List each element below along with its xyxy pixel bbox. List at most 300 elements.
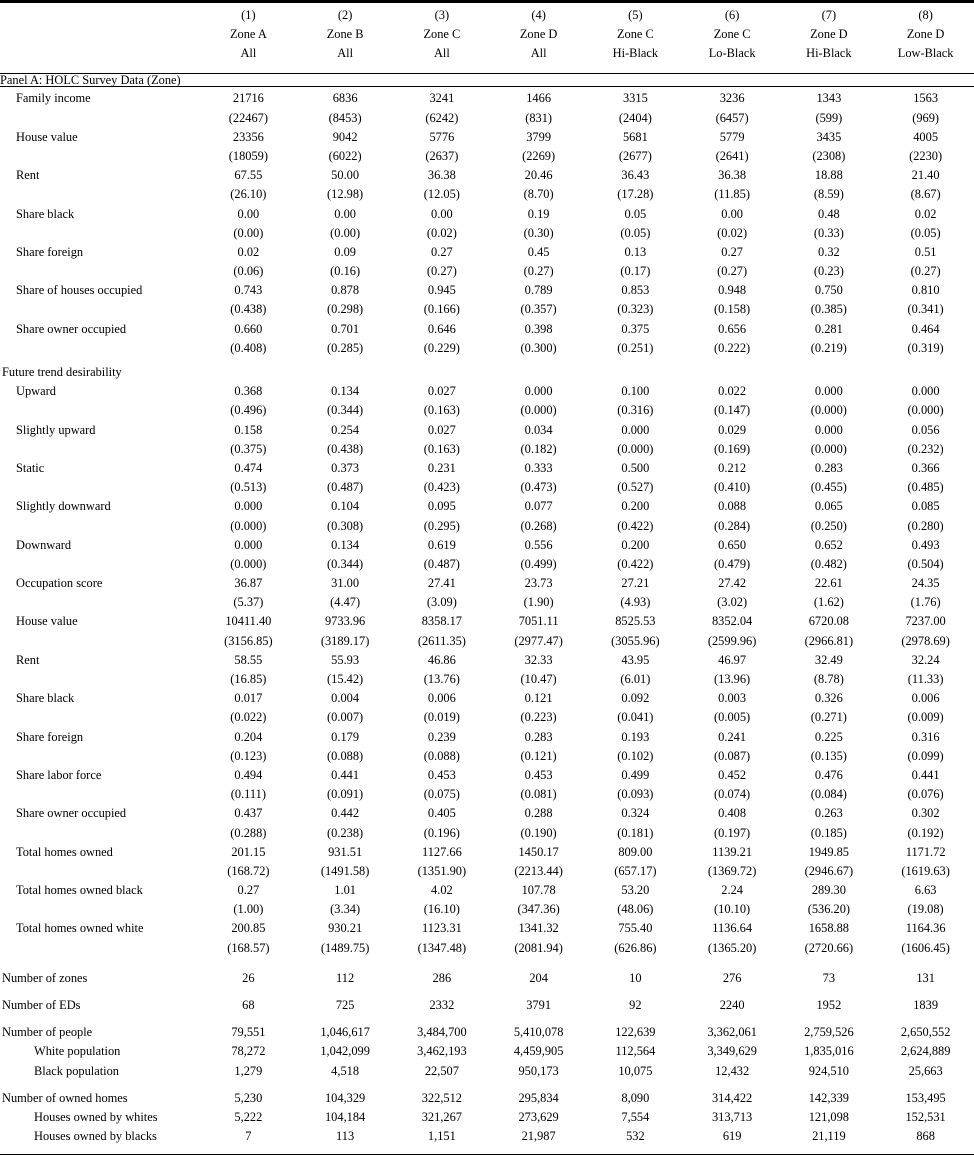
cell-standard-error: (5.37) [200, 596, 297, 615]
cell-standard-error: (6.01) [587, 673, 684, 692]
cell-standard-error: (0.091) [297, 788, 394, 807]
cell-mean: 9042 [297, 131, 394, 150]
cell-count: 3,484,700 [394, 1026, 491, 1045]
cell-mean: 2.24 [684, 884, 781, 903]
cell-standard-error: (0.222) [684, 342, 781, 361]
cell-mean: 0.179 [297, 731, 394, 750]
cell-mean: 0.022 [684, 385, 781, 404]
cell-standard-error: (8453) [297, 112, 394, 131]
cell-standard-error: (16.85) [200, 673, 297, 692]
cell-mean: 7051.11 [490, 615, 587, 634]
cell-standard-error: (0.298) [297, 303, 394, 322]
cell-mean: 0.368 [200, 385, 297, 404]
table-row [0, 1065, 974, 1084]
column-group-7: Hi-Black [781, 47, 878, 74]
table-row [0, 846, 974, 865]
cell-mean: 3236 [684, 92, 781, 111]
cell-count: 868 [877, 1130, 974, 1149]
cell-standard-error: (16.10) [394, 903, 491, 922]
cell-standard-error: (10.10) [684, 903, 781, 922]
column-number-8: (8) [877, 3, 974, 28]
cell-mean: 0.283 [490, 731, 587, 750]
cell-standard-error: (0.163) [394, 404, 491, 423]
cell-mean: 0.375 [587, 323, 684, 342]
cell-standard-error: (0.190) [490, 827, 587, 846]
cell-count: 10,075 [587, 1065, 684, 1084]
cell-standard-error: (0.219) [781, 342, 878, 361]
table-row [0, 500, 974, 519]
cell-standard-error: (0.341) [877, 303, 974, 322]
cell-standard-error: (0.088) [394, 750, 491, 769]
cell-standard-error: (0.084) [781, 788, 878, 807]
cell-standard-error: (168.57) [200, 942, 297, 961]
cell-standard-error: (4.93) [587, 596, 684, 615]
cell-standard-error: (0.250) [781, 520, 878, 539]
cell-standard-error: (0.27) [490, 265, 587, 284]
cell-count: 295,834 [490, 1092, 587, 1111]
cell-standard-error: (0.410) [684, 481, 781, 500]
cell-count: 4,459,905 [490, 1045, 587, 1064]
cell-mean: 0.05 [587, 208, 684, 227]
cell-mean: 0.750 [781, 284, 878, 303]
cell-count: 21,119 [781, 1130, 878, 1149]
cell-mean: 10411.40 [200, 615, 297, 634]
cell-mean: 0.408 [684, 807, 781, 826]
cell-standard-error: (2404) [587, 112, 684, 131]
column-number-2: (2) [297, 3, 394, 28]
cell-mean: 36.38 [684, 169, 781, 188]
row-label-blank [0, 942, 200, 961]
cell-mean: 0.27 [394, 246, 491, 265]
row-label-blank [0, 788, 200, 807]
row-label: Share black [0, 692, 200, 711]
row-label: Rent [0, 654, 200, 673]
cell-standard-error: (0.02) [394, 227, 491, 246]
cell-standard-error: (0.27) [877, 265, 974, 284]
cell-mean: 1123.31 [394, 922, 491, 941]
cell-standard-error: (0.169) [684, 443, 781, 462]
cell-mean: 0.650 [684, 539, 781, 558]
cell-mean: 0.405 [394, 807, 491, 826]
row-label: Number of owned homes [0, 1092, 200, 1111]
cell-standard-error: (0.487) [394, 558, 491, 577]
table-row [0, 577, 974, 596]
cell-standard-error: (0.121) [490, 750, 587, 769]
cell-mean: 0.373 [297, 462, 394, 481]
table-row [0, 1130, 974, 1149]
cell-mean: 0.437 [200, 807, 297, 826]
cell-mean: 53.20 [587, 884, 684, 903]
cell-mean: 0.656 [684, 323, 781, 342]
cell-standard-error: (599) [781, 112, 878, 131]
cell-mean: 7237.00 [877, 615, 974, 634]
cell-mean: 0.212 [684, 462, 781, 481]
cell-standard-error: (0.000) [781, 404, 878, 423]
cell-count: 3791 [490, 999, 587, 1018]
cell-standard-error: (1365.20) [684, 942, 781, 961]
cell-standard-error: (0.075) [394, 788, 491, 807]
cell-mean: 0.499 [587, 769, 684, 788]
cell-mean: 5776 [394, 131, 491, 150]
cell-mean: 0.464 [877, 323, 974, 342]
cell-count: 2,650,552 [877, 1026, 974, 1045]
cell-count: 112,564 [587, 1045, 684, 1064]
cell-count: 3,462,193 [394, 1045, 491, 1064]
cell-mean: 6.63 [877, 884, 974, 903]
cell-mean: 0.366 [877, 462, 974, 481]
cell-standard-error: (0.166) [394, 303, 491, 322]
cell-standard-error: (0.23) [781, 265, 878, 284]
cell-standard-error: (2677) [587, 150, 684, 169]
cell-standard-error: (0.005) [684, 711, 781, 730]
table-row [0, 1111, 974, 1130]
cell-standard-error: (2081.94) [490, 942, 587, 961]
cell-standard-error: (0.087) [684, 750, 781, 769]
cell-standard-error: (19.08) [877, 903, 974, 922]
row-label-blank [0, 596, 200, 615]
table-row [0, 169, 974, 188]
column-group-6: Lo-Black [684, 47, 781, 74]
cell-standard-error: (0.527) [587, 481, 684, 500]
cell-standard-error: (2641) [684, 150, 781, 169]
cell-mean: 1127.66 [394, 846, 491, 865]
column-zone-5: Zone C [587, 28, 684, 47]
cell-mean: 0.00 [200, 208, 297, 227]
column-number-1: (1) [200, 3, 297, 28]
cell-standard-error: (0.05) [587, 227, 684, 246]
row-label: Share owner occupied [0, 323, 200, 342]
row-label-blank [0, 865, 200, 884]
cell-count: 276 [684, 972, 781, 991]
cell-mean: 0.452 [684, 769, 781, 788]
cell-mean: 107.78 [490, 884, 587, 903]
cell-mean: 0.619 [394, 539, 491, 558]
cell-count: 1952 [781, 999, 878, 1018]
cell-mean: 0.853 [587, 284, 684, 303]
cell-standard-error: (3.34) [297, 903, 394, 922]
table-row-standard-error [0, 635, 974, 654]
row-label: House value [0, 131, 200, 150]
cell-mean: 0.000 [781, 424, 878, 443]
cell-mean: 4005 [877, 131, 974, 150]
column-number-5: (5) [587, 3, 684, 28]
cell-standard-error: (0.000) [587, 443, 684, 462]
cell-count: 5,222 [200, 1111, 297, 1130]
cell-count: 5,230 [200, 1092, 297, 1111]
cell-mean: 22.61 [781, 577, 878, 596]
cell-standard-error: (0.285) [297, 342, 394, 361]
cell-mean: 27.42 [684, 577, 781, 596]
cell-mean: 0.32 [781, 246, 878, 265]
cell-mean: 1171.72 [877, 846, 974, 865]
cell-standard-error: (0.00) [297, 227, 394, 246]
cell-standard-error: (0.000) [781, 443, 878, 462]
cell-mean: 0.27 [200, 884, 297, 903]
cell-standard-error: (0.316) [587, 404, 684, 423]
cell-mean: 1139.21 [684, 846, 781, 865]
column-zone-6: Zone C [684, 28, 781, 47]
cell-standard-error: (0.288) [200, 827, 297, 846]
cell-standard-error: (2977.47) [490, 635, 587, 654]
table-row-standard-error [0, 188, 974, 207]
cell-mean: 0.004 [297, 692, 394, 711]
cell-standard-error: (0.007) [297, 711, 394, 730]
table-row-standard-error [0, 112, 974, 131]
header-row-zone [0, 28, 974, 47]
cell-standard-error: (0.479) [684, 558, 781, 577]
table-row [0, 385, 974, 404]
row-label: Share foreign [0, 246, 200, 265]
cell-standard-error: (3156.85) [200, 635, 297, 654]
cell-count: 121,098 [781, 1111, 878, 1130]
cell-standard-error: (1489.75) [297, 942, 394, 961]
row-label: Total homes owned [0, 846, 200, 865]
row-label-blank [0, 903, 200, 922]
cell-count: 12,432 [684, 1065, 781, 1084]
group-heading-row [0, 366, 974, 385]
cell-standard-error: (0.099) [877, 750, 974, 769]
cell-count: 78,272 [200, 1045, 297, 1064]
cell-mean: 31.00 [297, 577, 394, 596]
cell-mean: 0.027 [394, 385, 491, 404]
cell-standard-error: (6457) [684, 112, 781, 131]
cell-standard-error: (0.163) [394, 443, 491, 462]
cell-mean: 20.46 [490, 169, 587, 188]
table-row [0, 769, 974, 788]
cell-standard-error: (0.181) [587, 827, 684, 846]
cell-standard-error: (0.423) [394, 481, 491, 500]
cell-mean: 931.51 [297, 846, 394, 865]
cell-mean: 0.006 [394, 692, 491, 711]
cell-standard-error: (0.000) [490, 404, 587, 423]
cell-standard-error: (1347.48) [394, 942, 491, 961]
table-row [0, 424, 974, 443]
cell-mean: 1341.32 [490, 922, 587, 941]
cell-count: 532 [587, 1130, 684, 1149]
row-label-blank [0, 520, 200, 539]
cell-mean: 0.00 [684, 208, 781, 227]
cell-mean: 0.034 [490, 424, 587, 443]
row-label-blank [0, 342, 200, 361]
cell-standard-error: (0.17) [587, 265, 684, 284]
cell-mean: 1136.64 [684, 922, 781, 941]
cell-standard-error: (0.300) [490, 342, 587, 361]
cell-mean: 0.743 [200, 284, 297, 303]
cell-count: 73 [781, 972, 878, 991]
cell-mean: 0.652 [781, 539, 878, 558]
cell-mean: 0.006 [877, 692, 974, 711]
cell-mean: 3799 [490, 131, 587, 150]
cell-mean: 36.38 [394, 169, 491, 188]
cell-standard-error: (0.06) [200, 265, 297, 284]
table-row [0, 284, 974, 303]
cell-mean: 0.263 [781, 807, 878, 826]
row-label: Houses owned by blacks [0, 1130, 200, 1149]
cell-count: 313,713 [684, 1111, 781, 1130]
cell-mean: 3241 [394, 92, 491, 111]
cell-mean: 0.441 [877, 769, 974, 788]
cell-standard-error: (0.487) [297, 481, 394, 500]
cell-count: 1,835,016 [781, 1045, 878, 1064]
table-row-standard-error [0, 150, 974, 169]
cell-mean: 18.88 [781, 169, 878, 188]
row-label-blank [0, 443, 200, 462]
table-row-standard-error [0, 942, 974, 961]
cell-mean: 0.077 [490, 500, 587, 519]
table-row [0, 972, 974, 991]
cell-count: 950,173 [490, 1065, 587, 1084]
cell-mean: 0.493 [877, 539, 974, 558]
cell-standard-error: (0.455) [781, 481, 878, 500]
cell-count: 1,151 [394, 1130, 491, 1149]
cell-mean: 0.13 [587, 246, 684, 265]
cell-mean: 0.288 [490, 807, 587, 826]
row-label: Slightly downward [0, 500, 200, 519]
row-label: House value [0, 615, 200, 634]
cell-standard-error: (2308) [781, 150, 878, 169]
cell-standard-error: (3055.96) [587, 635, 684, 654]
cell-standard-error: (347.36) [490, 903, 587, 922]
cell-standard-error: (8.59) [781, 188, 878, 207]
cell-mean: 0.092 [587, 692, 684, 711]
cell-mean: 201.15 [200, 846, 297, 865]
cell-mean: 0.474 [200, 462, 297, 481]
cell-mean: 1343 [781, 92, 878, 111]
cell-mean: 46.97 [684, 654, 781, 673]
row-label-blank [0, 150, 200, 169]
cell-count: 112 [297, 972, 394, 991]
cell-standard-error: (0.438) [200, 303, 297, 322]
cell-count: 8,090 [587, 1092, 684, 1111]
cell-mean: 1466 [490, 92, 587, 111]
cell-mean: 0.027 [394, 424, 491, 443]
table-row [0, 807, 974, 826]
row-label-blank [0, 481, 200, 500]
column-zone-3: Zone C [394, 28, 491, 47]
cell-mean: 0.134 [297, 385, 394, 404]
row-label: Number of people [0, 1026, 200, 1045]
cell-standard-error: (0.088) [297, 750, 394, 769]
cell-standard-error: (13.96) [684, 673, 781, 692]
cell-mean: 36.87 [200, 577, 297, 596]
cell-mean: 46.86 [394, 654, 491, 673]
cell-mean: 0.134 [297, 539, 394, 558]
cell-count: 26 [200, 972, 297, 991]
cell-standard-error: (18059) [200, 150, 297, 169]
cell-standard-error: (0.271) [781, 711, 878, 730]
cell-standard-error: (831) [490, 112, 587, 131]
cell-mean: 23.73 [490, 577, 587, 596]
cell-standard-error: (0.422) [587, 558, 684, 577]
cell-count: 7 [200, 1130, 297, 1149]
cell-mean: 21.40 [877, 169, 974, 188]
cell-standard-error: (1.90) [490, 596, 587, 615]
header-row-group [0, 47, 974, 74]
cell-mean: 58.55 [200, 654, 297, 673]
column-zone-7: Zone D [781, 28, 878, 47]
row-label: Family income [0, 92, 200, 111]
cell-mean: 8352.04 [684, 615, 781, 634]
cell-standard-error: (4.47) [297, 596, 394, 615]
cell-standard-error: (0.473) [490, 481, 587, 500]
cell-standard-error: (2611.35) [394, 635, 491, 654]
cell-mean: 0.00 [394, 208, 491, 227]
cell-standard-error: (0.147) [684, 404, 781, 423]
cell-standard-error: (2966.81) [781, 635, 878, 654]
cell-mean: 5779 [684, 131, 781, 150]
cell-mean: 0.095 [394, 500, 491, 519]
cell-count: 2240 [684, 999, 781, 1018]
column-group-1: All [200, 47, 297, 74]
cell-count: 3,349,629 [684, 1045, 781, 1064]
cell-standard-error: (11.85) [684, 188, 781, 207]
cell-mean: 0.646 [394, 323, 491, 342]
row-label: White population [0, 1045, 200, 1064]
cell-mean: 36.43 [587, 169, 684, 188]
cell-mean: 0.500 [587, 462, 684, 481]
table-row [0, 615, 974, 634]
cell-standard-error: (6242) [394, 112, 491, 131]
cell-standard-error: (0.308) [297, 520, 394, 539]
column-number-6: (6) [684, 3, 781, 28]
cell-standard-error: (0.319) [877, 342, 974, 361]
cell-standard-error: (0.375) [200, 443, 297, 462]
cell-standard-error: (0.27) [394, 265, 491, 284]
table-row [0, 131, 974, 150]
row-label: Houses owned by whites [0, 1111, 200, 1130]
cell-standard-error: (13.76) [394, 673, 491, 692]
cell-standard-error: (0.251) [587, 342, 684, 361]
cell-mean: 0.45 [490, 246, 587, 265]
cell-count: 113 [297, 1130, 394, 1149]
row-label: Share labor force [0, 769, 200, 788]
cell-mean: 0.945 [394, 284, 491, 303]
cell-mean: 0.48 [781, 208, 878, 227]
cell-standard-error: (0.197) [684, 827, 781, 846]
row-label: Static [0, 462, 200, 481]
cell-mean: 3315 [587, 92, 684, 111]
table-row-standard-error [0, 673, 974, 692]
cell-mean: 0.085 [877, 500, 974, 519]
cell-standard-error: (8.70) [490, 188, 587, 207]
table-row [0, 1045, 974, 1064]
header-corner-cell [0, 28, 200, 47]
cell-mean: 0.398 [490, 323, 587, 342]
cell-standard-error: (0.280) [877, 520, 974, 539]
cell-standard-error: (0.485) [877, 481, 974, 500]
cell-standard-error: (0.344) [297, 558, 394, 577]
cell-count: 725 [297, 999, 394, 1018]
cell-count: 322,512 [394, 1092, 491, 1111]
table-row-standard-error [0, 342, 974, 361]
cell-standard-error: (12.98) [297, 188, 394, 207]
cell-mean: 32.33 [490, 654, 587, 673]
cell-standard-error: (0.192) [877, 827, 974, 846]
row-label: Rent [0, 169, 200, 188]
cell-mean: 50.00 [297, 169, 394, 188]
cell-standard-error: (657.17) [587, 865, 684, 884]
cell-mean: 0.283 [781, 462, 878, 481]
cell-mean: 0.19 [490, 208, 587, 227]
row-label: Upward [0, 385, 200, 404]
cell-mean: 5681 [587, 131, 684, 150]
cell-standard-error: (11.33) [877, 673, 974, 692]
cell-mean: 0.326 [781, 692, 878, 711]
table-row [0, 884, 974, 903]
cell-mean: 0.09 [297, 246, 394, 265]
cell-standard-error: (0.000) [200, 520, 297, 539]
table-row-standard-error [0, 903, 974, 922]
